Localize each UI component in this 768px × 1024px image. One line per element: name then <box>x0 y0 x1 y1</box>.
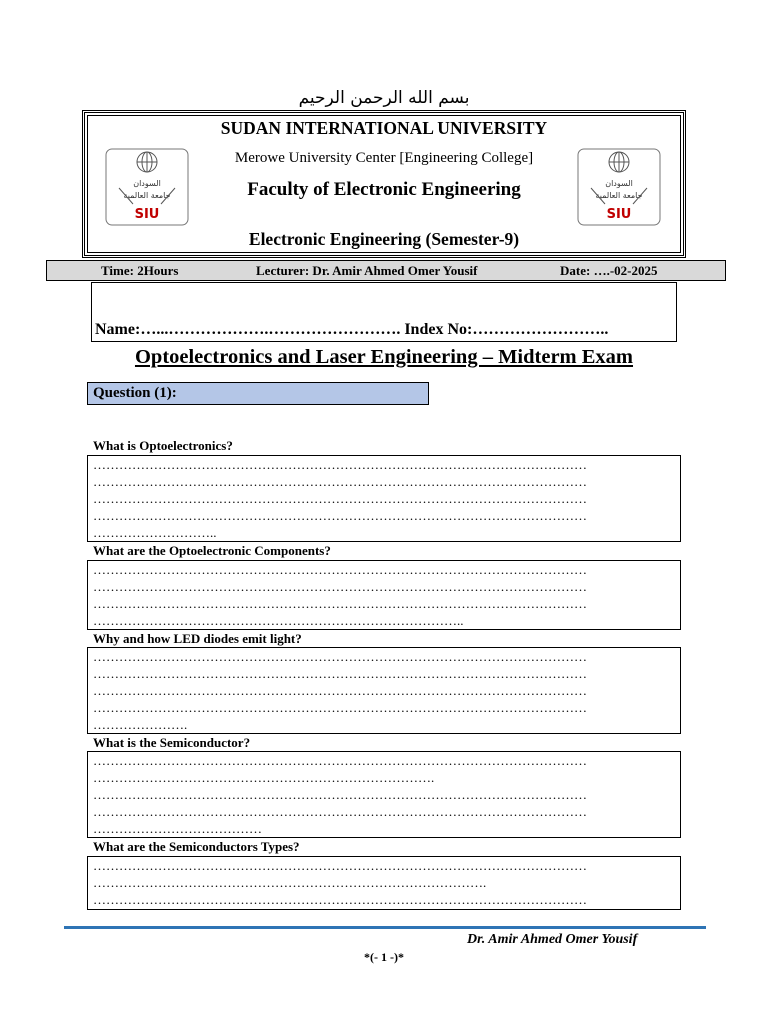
svg-text:جامعة العالمية: جامعة العالمية <box>595 191 643 200</box>
answer-line: ………………………………………………………………………….. <box>93 613 464 628</box>
university-name: SUDAN INTERNATIONAL UNIVERSITY <box>220 118 548 138</box>
answer-line: …………………………………………………………………………………………………… <box>93 666 587 681</box>
answer-line: …………………………………………………………………………………………………… <box>93 787 587 802</box>
question-label: What is Optoelectronics? <box>93 438 233 453</box>
answer-line: ………………………………… <box>93 821 262 836</box>
answer-line: ……………………………………………………………………. <box>93 770 435 785</box>
svg-text:السودان: السودان <box>605 179 633 188</box>
question-label: Why and how LED diodes emit light? <box>93 631 302 646</box>
answer-line: …………………………………………………………………………………………………… <box>93 491 587 506</box>
student-name-index-line[interactable]: Name:…...……………….……………………. Index No:…………………….. <box>95 321 609 338</box>
answer-line: …………………. <box>93 717 188 732</box>
basmala: بسم الله الرحمن الرحيم <box>298 88 470 108</box>
svg-text:SIU: SIU <box>606 207 632 222</box>
exam-time: Time: 2Hours <box>101 263 179 278</box>
semester-title: Electronic Engineering (Semester-9) <box>248 229 520 249</box>
question-label: What is the Semiconductor? <box>93 735 251 750</box>
answer-line: ………………………………………………………………………………. <box>93 875 487 890</box>
answer-line: …………………………………………………………………………………………………… <box>93 562 587 577</box>
answer-line: …………………………………………………………………………………………………… <box>93 804 587 819</box>
answer-line: …………………………………………………………………………………………………… <box>93 753 587 768</box>
question-heading: Question (1): <box>87 382 429 405</box>
answer-line: …………………………………………………………………………………………………… <box>93 892 587 907</box>
answer-box[interactable] <box>87 560 681 630</box>
answer-line: …………………………………………………………………………………………………… <box>93 508 587 523</box>
exam-info-bar <box>46 260 726 281</box>
svg-text:السودان: السودان <box>133 179 161 188</box>
page-number: *(- 1 -)* <box>364 950 404 964</box>
answer-box[interactable] <box>87 751 681 838</box>
exam-date: Date: ….-02-2025 <box>560 263 658 278</box>
answer-line: …………………………………………………………………………………………………… <box>93 596 587 611</box>
answer-line: ……………………….. <box>93 525 217 540</box>
answer-line: …………………………………………………………………………………………………… <box>93 579 587 594</box>
answer-box[interactable] <box>87 856 681 910</box>
answer-line: …………………………………………………………………………………………………… <box>93 457 587 472</box>
answer-box[interactable] <box>87 455 681 542</box>
answer-line: …………………………………………………………………………………………………… <box>93 858 587 873</box>
exam-lecturer: Lecturer: Dr. Amir Ahmed Omer Yousif <box>256 263 478 278</box>
footer-author: Dr. Amir Ahmed Omer Yousif <box>467 932 638 947</box>
answer-line: …………………………………………………………………………………………………… <box>93 683 587 698</box>
answer-line: …………………………………………………………………………………………………… <box>93 700 587 715</box>
svg-text:جامعة العالمية: جامعة العالمية <box>123 191 171 200</box>
question-label: What are the Optoelectronic Components? <box>93 543 331 558</box>
footer-divider <box>64 926 706 929</box>
faculty-name: Faculty of Electronic Engineering <box>247 179 521 200</box>
answer-line: …………………………………………………………………………………………………… <box>93 649 587 664</box>
svg-text:SIU: SIU <box>134 207 160 222</box>
answer-line: …………………………………………………………………………………………………… <box>93 474 587 489</box>
exam-title: Optoelectronics and Laser Engineering – Midterm Exam <box>134 346 634 368</box>
answer-box[interactable] <box>87 647 681 734</box>
university-center: Merowe University Center [Engineering College] <box>234 150 534 166</box>
question-label: What are the Semiconductors Types? <box>93 839 300 854</box>
